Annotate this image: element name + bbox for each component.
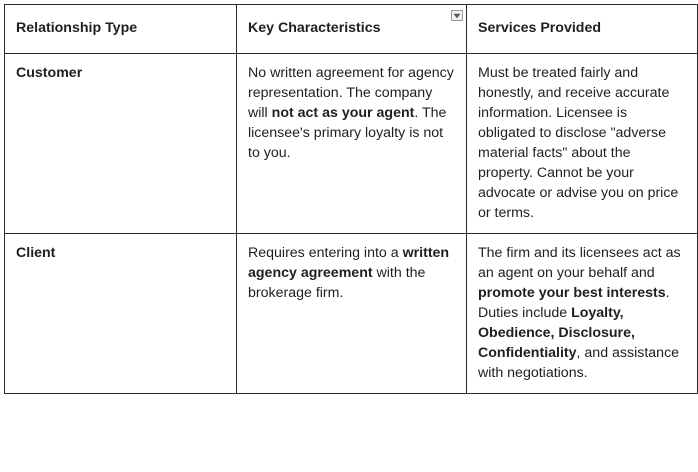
relationship-table-container — [4, 4, 681, 394]
rich-text-segment: . The licensee's primary loyalty is not to you. — [248, 105, 447, 161]
header-key-characteristics-label: Key Characteristics — [248, 20, 381, 36]
table-header-row — [5, 5, 698, 54]
rich-text-segment: Requires entering into a — [248, 245, 403, 261]
rich-text-segment: No written agreement for agency representation. The company will — [248, 65, 454, 121]
relationship-table — [4, 4, 698, 394]
customer-characteristics-cell — [237, 54, 467, 234]
column-menu-button[interactable] — [451, 10, 463, 21]
client-services-cell — [467, 234, 698, 394]
header-key-characteristics — [237, 5, 467, 54]
rich-text-segment: The firm and its licensees act as an agent on your behalf and — [478, 245, 681, 281]
client-characteristics-cell — [237, 234, 467, 394]
row-type-client: Client — [5, 234, 237, 394]
table-row — [5, 234, 698, 394]
rich-text-bold-segment: Loyalty, Obedience, Disclosure, Confidentiality — [478, 305, 635, 361]
rich-text-bold-segment: promote your best interests — [478, 285, 666, 301]
rich-text-segment: Must be treated fairly and honestly, and receive accurate information. Licensee is obligated to disclose "adverse material facts" about the property. Cannot be your advocate or advise you on price or terms. — [478, 65, 679, 221]
rich-text-bold-segment: not act as your agent — [271, 105, 415, 121]
table-row — [5, 54, 698, 234]
rich-text-segment: with the brokerage firm. — [248, 265, 426, 301]
chevron-down-icon — [453, 13, 461, 19]
header-services-provided: Services Provided — [467, 5, 698, 54]
row-type-customer: Customer — [5, 54, 237, 234]
customer-services-cell — [467, 54, 698, 234]
rich-text-segment: . Duties include — [478, 285, 670, 321]
rich-text-bold-segment: written agency agreement — [248, 245, 450, 281]
header-relationship-type: Relationship Type — [5, 5, 237, 54]
rich-text-segment: , and assistance with negotiations. — [478, 345, 680, 381]
